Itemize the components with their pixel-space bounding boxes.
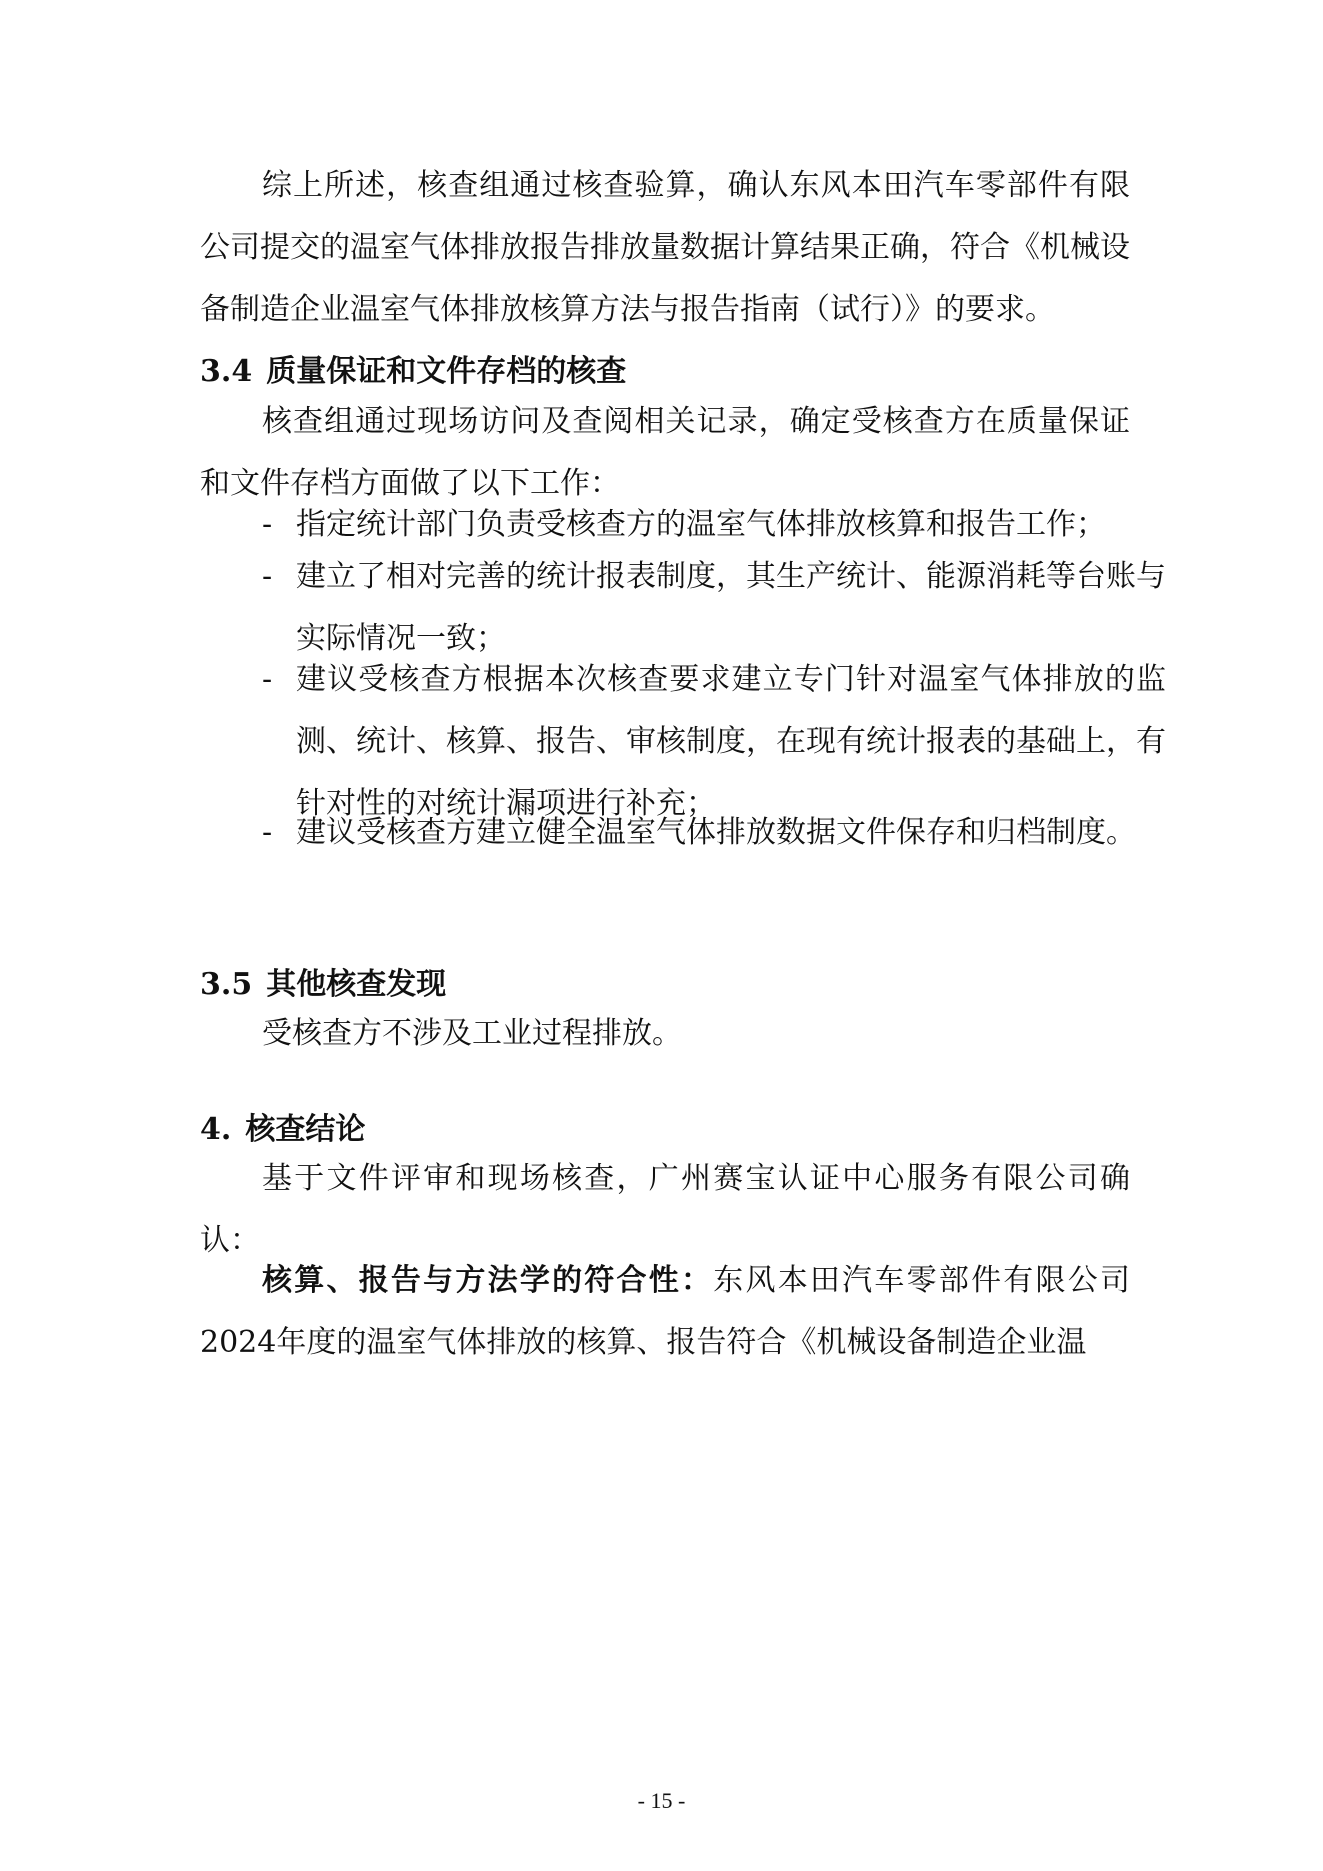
bullet-dash: -	[262, 815, 273, 850]
list-item-text: 建立了相对完善的统计报表制度，其生产统计、能源消耗等台账与实际情况一致；	[296, 559, 1166, 656]
section-4-text: 基于文件评审和现场核查，广州赛宝认证中心服务有限公司确认：	[200, 1161, 1130, 1258]
section-number: 4.	[200, 1112, 232, 1147]
conformity-text: 东风本田汽车零部件有限公司2024年度的温室气体排放的核算、报告符合《机械设备制造企业温	[200, 1263, 1131, 1360]
section-3-5-heading	[200, 965, 1130, 1005]
bullet-dash: -	[262, 662, 273, 697]
section-title: 质量保证和文件存档的核查	[266, 354, 627, 389]
section-title: 核查结论	[245, 1112, 366, 1147]
list-item-text: 建议受核查方建立健全温室气体排放数据文件保存和归档制度。	[296, 815, 1136, 850]
bullet-dash: -	[262, 507, 273, 542]
section-number: 3.5	[200, 967, 253, 1002]
page-number: - 15 -	[637, 1788, 686, 1813]
section-number: 3.4	[200, 354, 253, 389]
section-title: 其他核查发现	[266, 967, 447, 1002]
conformity-paragraph	[200, 1250, 1130, 1374]
summary-paragraph: 综上所述，核查组通过核查验算，确认东风本田汽车零部件有限公司提交的温室气体排放报告排放量数据计算结果正确，符合《机械设备制造企业温室气体排放核算方法与报告指南（试行）》的要求。	[200, 168, 1130, 327]
bullet-dash: -	[262, 559, 273, 594]
list-item-text: 指定统计部门负责受核查方的温室气体排放核算和报告工作；	[296, 507, 1106, 542]
list-item-text: 建议受核查方根据本次核查要求建立专门针对温室气体排放的监测、统计、核算、报告、审核制度，在现有统计报表的基础上，有针对性的对统计漏项进行补充；	[296, 662, 1166, 821]
section-3-5-text: 受核查方不涉及工业过程排放。	[262, 1016, 682, 1051]
list-item	[262, 802, 1166, 864]
section-4-heading	[200, 1110, 1130, 1150]
section-3-4-heading	[200, 352, 1130, 392]
section-3-4-intro: 核查组通过现场访问及查阅相关记录，确定受核查方在质量保证和文件存档方面做了以下工作：	[200, 404, 1130, 501]
conformity-label: 核算、报告与方法学的符合性：	[262, 1263, 714, 1298]
